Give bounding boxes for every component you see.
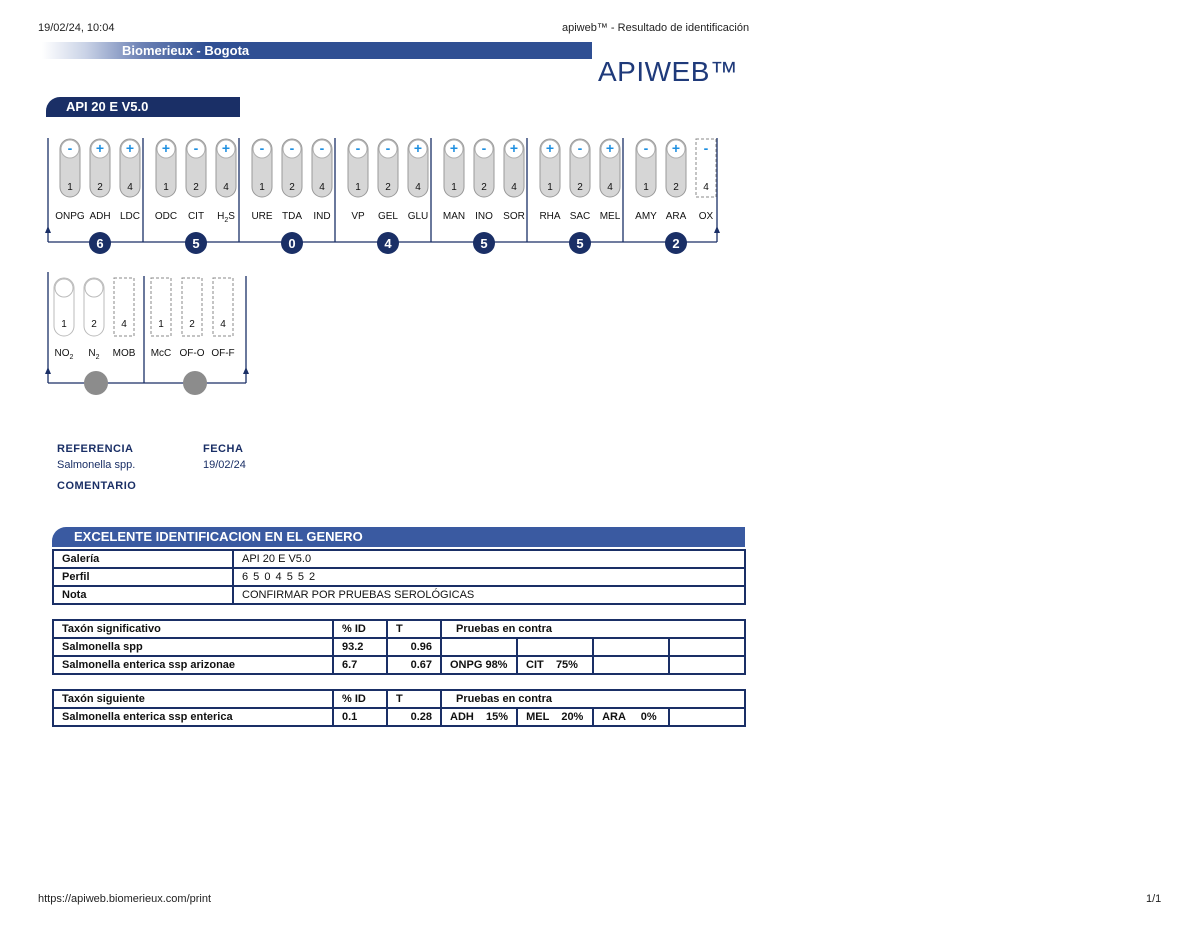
- well-weight: 2: [97, 182, 103, 193]
- reference-label: REFERENCIA: [57, 443, 134, 455]
- test-against: ADH 15%: [441, 708, 517, 726]
- well-label: ODC: [154, 211, 178, 222]
- well-result-sign: -: [481, 140, 487, 156]
- info-value-gallery: API 20 E V5.0: [233, 550, 745, 568]
- well-result-sign: -: [259, 140, 265, 156]
- test-against: [669, 638, 745, 656]
- api-strip-diagram: [0, 0, 1200, 420]
- info-key-gallery: Galería: [53, 550, 233, 568]
- taxon-name: Salmonella enterica ssp enterica: [53, 708, 333, 726]
- print-datetime: 19/02/24, 10:04: [38, 22, 115, 34]
- well-weight: 1: [67, 182, 73, 193]
- group-score-badge: [84, 371, 108, 395]
- group-score: 5: [576, 236, 584, 251]
- taxon-t: 0.67: [387, 656, 441, 674]
- col-taxon: Taxón significativo: [53, 620, 333, 638]
- well-label: ARA: [665, 211, 687, 222]
- well-label: ADH: [89, 211, 111, 222]
- well-result-sign: -: [193, 140, 199, 156]
- group-score-badge: [183, 371, 207, 395]
- next-taxon-table: [52, 689, 746, 727]
- well-result-sign: -: [577, 140, 583, 156]
- col-t: T: [387, 620, 441, 638]
- well-label: SOR: [503, 211, 525, 222]
- col-against: Pruebas en contra: [441, 690, 745, 708]
- well-label: MAN: [442, 211, 466, 222]
- well-label: ONPG: [55, 211, 85, 222]
- well-weight: 4: [319, 182, 325, 193]
- extra-strip: [45, 272, 249, 395]
- well-result-sign: -: [289, 140, 295, 156]
- well-label: $NO_2$: [54, 348, 74, 361]
- well-label: GLU: [407, 211, 429, 222]
- well-weight: 2: [577, 182, 583, 193]
- table-row: [53, 550, 745, 568]
- footer-page: 1/1: [1146, 893, 1162, 905]
- well-label: SAC: [569, 211, 591, 222]
- gallery-tab-label: API 20 E V5.0: [66, 99, 149, 114]
- table-row: [53, 656, 745, 674]
- table-row: [53, 586, 745, 604]
- well-label: INO: [475, 211, 493, 222]
- well-weight: 1: [643, 182, 649, 193]
- well-weight: 1: [355, 182, 361, 193]
- table-header-row: [53, 690, 745, 708]
- apiweb-logo: APIWEB™: [598, 56, 739, 87]
- identification-info-table: [52, 549, 746, 605]
- well-label: CIT: [187, 211, 205, 222]
- well-result-sign: +: [671, 140, 681, 156]
- well-weight: 4: [220, 319, 226, 330]
- taxon-name: Salmonella spp: [53, 638, 333, 656]
- well-label: TDA: [282, 211, 302, 222]
- taxon-t: 0.96: [387, 638, 441, 656]
- well-weight: 4: [511, 182, 517, 193]
- well-result-sign: -: [703, 140, 709, 156]
- taxon-t: 0.28: [387, 708, 441, 726]
- table-row: [53, 568, 745, 586]
- reference-value: Salmonella spp.: [57, 459, 136, 471]
- col-taxon: Taxón siguiente: [53, 690, 333, 708]
- col-id: % ID: [333, 690, 387, 708]
- well-label: $H_2S$: [217, 211, 235, 224]
- well-label: OF-O: [179, 348, 205, 359]
- taxon-id: 0.1: [333, 708, 387, 726]
- test-against: MEL 20%: [517, 708, 593, 726]
- well-label: MOB: [112, 348, 136, 359]
- well-label: RHA: [539, 211, 561, 222]
- test-against: [593, 638, 669, 656]
- info-value-profile: 6 5 0 4 5 5 2: [233, 568, 745, 586]
- well-result-sign: +: [161, 140, 171, 156]
- well-result-sign: +: [545, 140, 555, 156]
- well-weight: 1: [451, 182, 457, 193]
- well-result-sign: +: [413, 140, 423, 156]
- date-label: FECHA: [203, 443, 244, 455]
- date-value: 19/02/24: [203, 459, 246, 471]
- info-value-note: CONFIRMAR POR PRUEBAS SEROLÓGICAS: [233, 586, 745, 604]
- well-weight: 1: [547, 182, 553, 193]
- well-result-sign: -: [319, 140, 325, 156]
- well-result-sign: -: [643, 140, 649, 156]
- well-label: AMY: [635, 211, 657, 222]
- well-weight: 2: [673, 182, 679, 193]
- well-weight: 4: [415, 182, 421, 193]
- comment-label: COMENTARIO: [57, 480, 137, 492]
- well-label: IND: [313, 211, 331, 222]
- well-weight: 4: [607, 182, 613, 193]
- well-label: MEL: [599, 211, 621, 222]
- well-result-sign: +: [449, 140, 459, 156]
- well-result-sign: -: [385, 140, 391, 156]
- group-score: 2: [672, 236, 680, 251]
- test-against: ONPG 98%: [441, 656, 517, 674]
- footer-url: https://apiweb.biomerieux.com/print: [38, 893, 212, 905]
- identification-title: EXCELENTE IDENTIFICACION EN EL GENERO: [74, 529, 363, 544]
- col-against: Pruebas en contra: [441, 620, 745, 638]
- well-label: URE: [251, 211, 273, 222]
- well-label: OX: [698, 211, 714, 222]
- well-weight: 1: [61, 319, 67, 330]
- test-against: [669, 708, 745, 726]
- arrow-right-icon: [714, 226, 720, 233]
- test-against: [593, 656, 669, 674]
- well-weight: 4: [223, 182, 229, 193]
- well-weight: 4: [127, 182, 133, 193]
- arrow-left-icon: [45, 367, 51, 374]
- taxon-name: Salmonella enterica ssp arizonae: [53, 656, 333, 674]
- well-result-sign: +: [125, 140, 135, 156]
- arrow-left-icon: [45, 226, 51, 233]
- well-result-sign: +: [509, 140, 519, 156]
- lab-name: Biomerieux - Bogota: [122, 43, 250, 58]
- well-result-sign: +: [95, 140, 105, 156]
- well-result-sign: -: [355, 140, 361, 156]
- print-page-title: apiweb™ - Resultado de identificación: [562, 22, 750, 34]
- well-weight: 2: [481, 182, 487, 193]
- col-t: T: [387, 690, 441, 708]
- group-score: 5: [480, 236, 488, 251]
- well-label: McC: [150, 348, 172, 359]
- info-key-profile: Perfil: [53, 568, 233, 586]
- info-key-note: Nota: [53, 586, 233, 604]
- group-score: 0: [288, 236, 296, 251]
- well-weight: 2: [189, 319, 195, 330]
- well-result-sign: +: [221, 140, 231, 156]
- group-score: 4: [384, 236, 392, 251]
- well-weight: 4: [703, 182, 709, 193]
- col-id: % ID: [333, 620, 387, 638]
- test-against: ARA 0%: [593, 708, 669, 726]
- well-label: VP: [351, 211, 365, 222]
- well-cupule: [55, 279, 73, 297]
- well-label: GEL: [377, 211, 399, 222]
- well-weight: 1: [259, 182, 265, 193]
- test-against: CIT 75%: [517, 656, 593, 674]
- well-weight: 2: [289, 182, 295, 193]
- main-strip: [45, 138, 720, 254]
- group-score: 5: [192, 236, 200, 251]
- well-label: OF-F: [211, 348, 235, 359]
- well-weight: 4: [121, 319, 127, 330]
- test-against: [517, 638, 593, 656]
- table-header-row: [53, 620, 745, 638]
- taxon-id: 6.7: [333, 656, 387, 674]
- taxon-id: 93.2: [333, 638, 387, 656]
- well-weight: 2: [385, 182, 391, 193]
- identification-banner: [52, 527, 745, 547]
- well-cupule: [85, 279, 103, 297]
- table-row: [53, 638, 745, 656]
- group-score: 6: [96, 236, 104, 251]
- table-row: [53, 708, 745, 726]
- well-label: $N_2$: [88, 348, 100, 361]
- arrow-right-icon: [243, 367, 249, 374]
- well-result-sign: -: [67, 140, 73, 156]
- well-weight: 2: [91, 319, 97, 330]
- test-against: [441, 638, 517, 656]
- significant-taxon-table: [52, 619, 746, 675]
- well-weight: 1: [163, 182, 169, 193]
- well-result-sign: +: [605, 140, 615, 156]
- well-weight: 1: [158, 319, 164, 330]
- well-weight: 2: [193, 182, 199, 193]
- test-against: [669, 656, 745, 674]
- well-label: LDC: [119, 211, 141, 222]
